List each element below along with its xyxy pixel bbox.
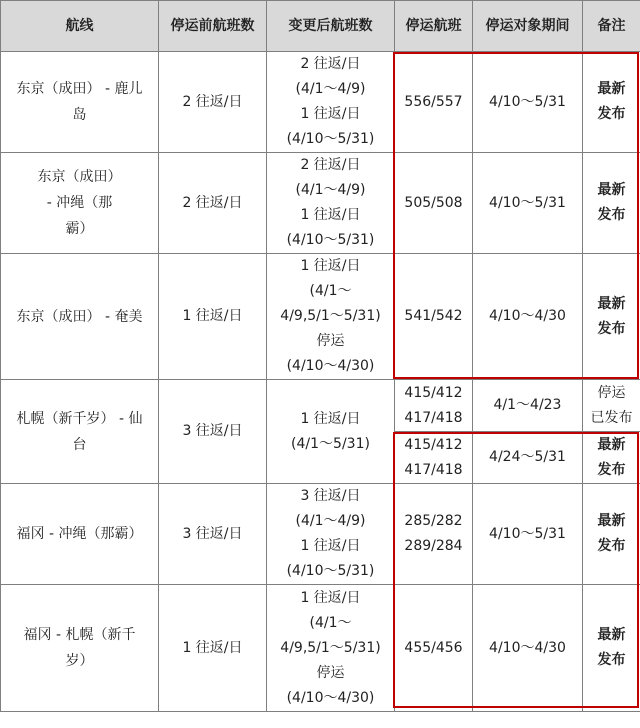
period-cell: 4/10～4/30 bbox=[473, 585, 583, 712]
flights-cell: 556/557 bbox=[395, 52, 473, 153]
table-row bbox=[1, 254, 640, 380]
period-cell: 4/10～4/30 bbox=[473, 254, 583, 380]
route-cell: 东京（成田） - 冲绳（那 霸） bbox=[1, 153, 159, 254]
route-cell: 东京（成田） - 奄美 bbox=[1, 254, 159, 380]
note-cell: 最新 发布 bbox=[583, 52, 640, 153]
flights-cell: 285/282 289/284 bbox=[395, 484, 473, 585]
header-suspended-flights: 停运航班 bbox=[395, 1, 473, 52]
before-cell: 3 往返/日 bbox=[159, 484, 267, 585]
flights-cell: 541/542 bbox=[395, 254, 473, 380]
before-cell: 1 往返/日 bbox=[159, 585, 267, 712]
table-row bbox=[1, 484, 640, 585]
after-cell: 2 往返/日 (4/1～4/9) 1 往返/日 (4/10～5/31) bbox=[267, 153, 395, 254]
header-flights-before: 停运前航班数 bbox=[159, 1, 267, 52]
before-cell: 2 往返/日 bbox=[159, 52, 267, 153]
before-cell: 3 往返/日 bbox=[159, 380, 267, 484]
period-cell: 4/10～5/31 bbox=[473, 52, 583, 153]
table-row bbox=[1, 153, 640, 254]
note-cell: 最新 发布 bbox=[583, 484, 640, 585]
note-cell: 最新 发布 bbox=[583, 432, 640, 484]
table-row bbox=[1, 52, 640, 153]
header-route: 航线 bbox=[1, 1, 159, 52]
route-cell: 福冈 - 冲绳（那霸） bbox=[1, 484, 159, 585]
header-row bbox=[1, 1, 640, 52]
after-cell: 1 往返/日 (4/1～5/31) bbox=[267, 380, 395, 484]
flights-cell: 415/412 417/418 bbox=[395, 432, 473, 484]
route-cell: 东京（成田） - 鹿儿 岛 bbox=[1, 52, 159, 153]
route-cell: 福冈 - 札幌（新千 岁） bbox=[1, 585, 159, 712]
after-cell: 1 往返/日 (4/1～ 4/9,5/1～5/31) 停运 (4/10～4/30) bbox=[267, 254, 395, 380]
flights-cell: 505/508 bbox=[395, 153, 473, 254]
period-cell: 4/24～5/31 bbox=[473, 432, 583, 484]
route-cell: 札幌（新千岁） - 仙 台 bbox=[1, 380, 159, 484]
header-suspension-period: 停运对象期间 bbox=[473, 1, 583, 52]
note-cell: 最新 发布 bbox=[583, 254, 640, 380]
note-cell: 最新 发布 bbox=[583, 585, 640, 712]
period-cell: 4/1～4/23 bbox=[473, 380, 583, 432]
table-row bbox=[1, 380, 640, 432]
note-cell: 最新 发布 bbox=[583, 153, 640, 254]
period-cell: 4/10～5/31 bbox=[473, 153, 583, 254]
note-cell: 停运 已发布 bbox=[583, 380, 640, 432]
after-cell: 2 往返/日 (4/1～4/9) 1 往返/日 (4/10～5/31) bbox=[267, 52, 395, 153]
flights-cell: 455/456 bbox=[395, 585, 473, 712]
header-remarks: 备注 bbox=[583, 1, 640, 52]
flights-cell: 415/412 417/418 bbox=[395, 380, 473, 432]
before-cell: 2 往返/日 bbox=[159, 153, 267, 254]
before-cell: 1 往返/日 bbox=[159, 254, 267, 380]
after-cell: 3 往返/日 (4/1～4/9) 1 往返/日 (4/10～5/31) bbox=[267, 484, 395, 585]
period-cell: 4/10～5/31 bbox=[473, 484, 583, 585]
header-flights-after: 变更后航班数 bbox=[267, 1, 395, 52]
table-row bbox=[1, 585, 640, 712]
after-cell: 1 往返/日 (4/1～ 4/9,5/1～5/31) 停运 (4/10～4/30) bbox=[267, 585, 395, 712]
